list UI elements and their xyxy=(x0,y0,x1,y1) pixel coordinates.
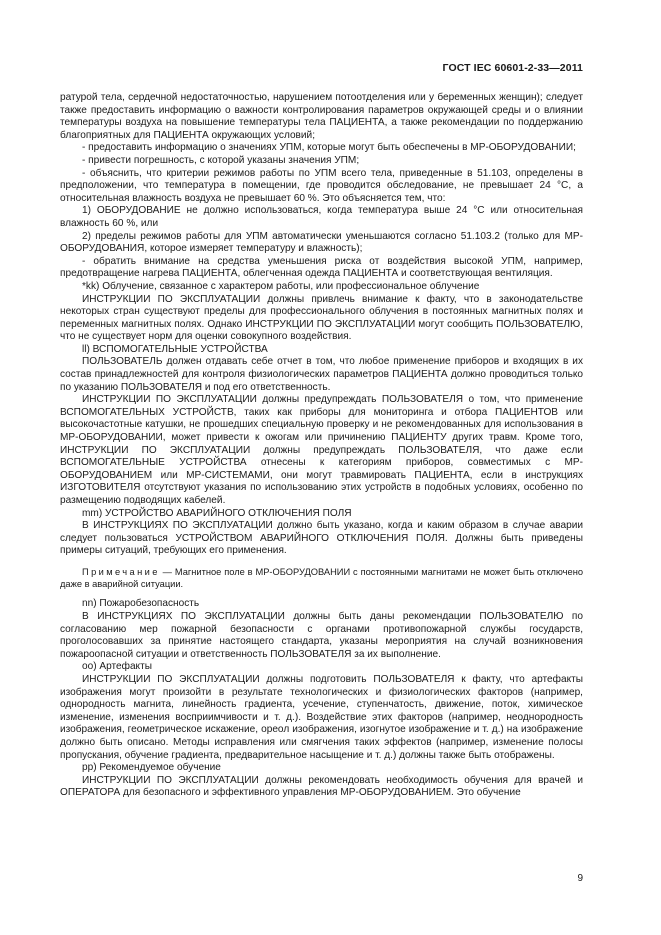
note-text: — Магнитное поле в МР-ОБОРУДОВАНИИ с постоянными магнитами не может быть отключено даже в аварийной ситуации. xyxy=(60,566,583,590)
paragraph: ратурой тела, сердечной недостаточностью, нарушением потоотделения или у беременных женщин); следует также предоставить информацию о важности контролирования параметров окружающей среды и о влиянии температуры воздуха на повышение температуры тела ПАЦИЕНТА, а также рекомендации по поддержанию благоприятных для ПАЦИЕНТА окружающих условий; xyxy=(60,92,583,141)
page-content xyxy=(60,92,583,800)
paragraph: В ИНСТРУКЦИЯХ ПО ЭКСПЛУАТАЦИИ должны быть даны рекомендации ПОЛЬЗОВАТЕЛЮ по согласованию мер пожарной безопасности с органами противопожарной службы государств, проголосовавших за принятие настоящего стандарта, указаны мероприятия на случай возникновения пожароопасной ситуации и ответственность ПОЛЬЗОВАТЕЛЯ за их выполнение. xyxy=(60,610,583,660)
section-heading-oo: oo) Артефакты xyxy=(82,661,152,673)
paragraph: ИНСТРУКЦИИ ПО ЭКСПЛУАТАЦИИ должны подготовить ПОЛЬЗОВАТЕЛЯ к факту, что артефакты изображения могут произойти в результате технологических и физиологических факторов (например, однородность магнита, линейность градиента, усечение, ступенчатость, движение, поток, химическое изменение, изменения восприимчивости и т. д.). Воздействие этих факторов (например, неоднородность изображения, геометрическое искажение, ореол изображения, изогнутое изображение и т. д.) на изображение должно быть описано. Методы исправления или смягчения таких эффектов (например, изменение полосы пропускания, обучение градиента, предварительное насыщение и т. д.) должны также быть отображены. xyxy=(60,673,583,761)
note xyxy=(60,566,583,590)
paragraph: ИНСТРУКЦИИ ПО ЭКСПЛУАТАЦИИ должны предупреждать ПОЛЬЗОВАТЕЛЯ о том, что применение ВСПОМОГАТЕЛЬНЫХ УСТРОЙСТВ, таких как приборы для мониторинга и отбора ПАЦИЕНТОВ или высокочастотные катушки, не прошедших специальную проверку и не рекомендованных для использования в МР-ОБОРУДОВАНИИ, может привести к ожогам или причинению ПАЦИЕНТУ других травм. Кроме того, ИНСТРУКЦИИ ПО ЭКСПЛУАТАЦИИ должны предупреждать ПОЛЬЗОВАТЕЛЯ, что даже если ВСПОМОГАТЕЛЬНЫЕ УСТРОЙСТВА отнесены к категориям приборов, совместимых с МР-ОБОРУДОВАНИЕМ или МР-СИСТЕМАМИ, они могут травмировать ПАЦИЕНТА, если в инструкциях ИЗГОТОВИТЕЛЯ отсутствуют указания по использованию этих устройств в подобных условиях, особенно по размещению подводящих кабелей. xyxy=(60,394,583,506)
note-label: Примечание xyxy=(82,566,160,577)
list-item: - обратить внимание на средства уменьшения риска от воздействия высокой УПМ, например, предотвращение нагрева ПАЦИЕНТА, облегченная одежда ПАЦИЕНТА и соответствующая вентиляция. xyxy=(60,255,583,280)
page-number: 9 xyxy=(577,873,583,884)
list-item: - объяснить, что критерии режимов работы по УПМ всего тела, приведенные в 51.103, определены в предположении, что температура в помещении, где проводится обследование, не превышает 24 °С, а относительная влажность воздуха не превышает 60 %. Это объясняется тем, что: xyxy=(60,167,583,204)
standard-header: ГОСТ IEC 60601-2-33—2011 xyxy=(442,62,583,74)
section-heading-nn: nn) Пожаробезопасность xyxy=(82,598,200,610)
section-heading-pp: pp) Рекомендуемое обучение xyxy=(82,762,221,774)
paragraph: ПОЛЬЗОВАТЕЛЬ должен отдавать себе отчет в том, что любое применение приборов и входящих в их состав принадлежностей для контроля физиологических параметров ПАЦИЕНТА должно проводиться только по указанию ПОЛЬЗОВАТЕЛЯ и под его ответственность. xyxy=(60,356,583,393)
list-item: - предоставить информацию о значениях УПМ, которые могут быть обеспечены в МР-ОБОРУДОВАНИИ; xyxy=(82,142,576,154)
section-heading-ll: ll) ВСПОМОГАТЕЛЬНЫЕ УСТРОЙСТВА xyxy=(82,343,268,355)
list-item: 1) ОБОРУДОВАНИЕ не должно использоваться, когда температура выше 24 °С или относительная влажность 60 %, или xyxy=(60,205,583,229)
section-heading-mm: mm) УСТРОЙСТВО АВАРИЙНОГО ОТКЛЮЧЕНИЯ ПОЛЯ xyxy=(82,507,352,519)
section-heading-kk: *kk) Облучение, связанное с характером работы, или профессиональное облучение xyxy=(82,280,480,292)
list-item: 2) пределы режимов работы для УПМ автоматически уменьшаются согласно 51.103.2 (только для МР-ОБОРУДОВАНИЯ, которое измеряет температуру и влажность); xyxy=(60,230,583,255)
paragraph: ИНСТРУКЦИИ ПО ЭКСПЛУАТАЦИИ должны рекомендовать необходимость обучения для врачей и ОПЕРАТОРА для безопасного и эффективного управления МР-ОБОРУДОВАНИЕМ. Это обучение xyxy=(60,774,583,799)
paragraph: В ИНСТРУКЦИЯХ ПО ЭКСПЛУАТАЦИИ должно быть указано, когда и каким образом в случае аварии следует пользоваться УСТРОЙСТВОМ АВАРИЙНОГО ОТКЛЮЧЕНИЯ ПОЛЯ. Должны быть приведены примеры ситуаций, требующих его применения. xyxy=(60,520,583,557)
paragraph: ИНСТРУКЦИИ ПО ЭКСПЛУАТАЦИИ должны привлечь внимание к факту, что в законодательстве некоторых стран существуют пределы для профессионального облучения в постоянных магнитных полях и переменных магнитных полях. Однако ИНСТРУКЦИИ ПО ЭКСПЛУАТАЦИИ могут сообщить ПОЛЬЗОВАТЕЛЮ, что не существует норм для оценки совокупного воздействия. xyxy=(60,293,583,343)
list-item: - привести погрешность, с которой указаны значения УПМ; xyxy=(82,154,360,166)
